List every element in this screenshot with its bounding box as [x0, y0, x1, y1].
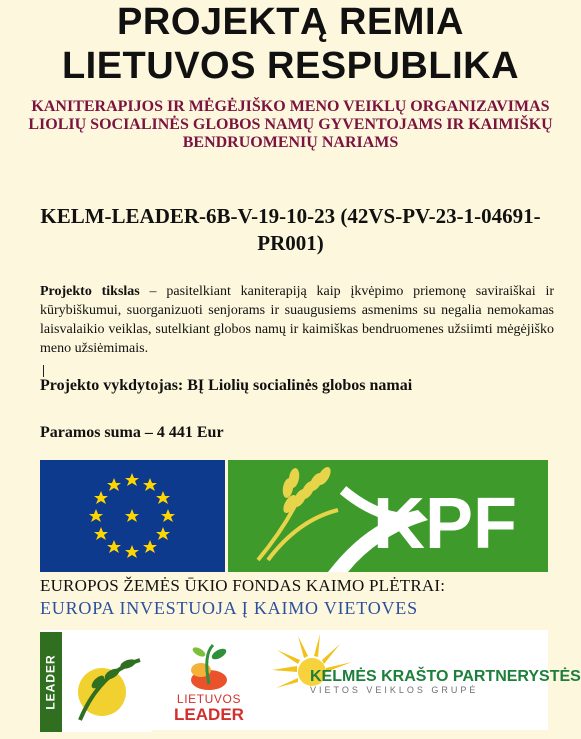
eafrd-caption: EUROPOS ŽEMĖS ŪKIO FONDAS KAIMO PLĖTRAI: [40, 576, 446, 595]
eu-stars-icon [40, 460, 225, 572]
project-code: KELM-LEADER-6B-V-19-10-23 (42VS-PV-23-1-04691-PR001) [40, 204, 541, 255]
lietuvos-leader-flower-icon [163, 640, 255, 695]
kelmes-partnership-title: KELMĖS KRAŠTO PARTNERYSTĖS [310, 668, 581, 685]
europa-caption: EUROPA INVESTUOJA Į KAIMO VIETOVES [40, 598, 418, 618]
funding-amount: Paramos suma – 4 441 Eur [40, 424, 224, 441]
wheat-icon [228, 460, 548, 572]
project-executor: Projekto vykdytojas: BĮ Liolių socialinės globos namai [40, 377, 413, 394]
lietuvos-leader-bottom-text: LEADER [174, 705, 244, 724]
goal-text: – pasitelkiant kaniterapiją kaip įkvėpimo priemonę saviraiškai ir kūrybiškumui, suorganizuoti senjorams ir suaugusiems asmenims su negalia nemokamas laisvalaikio veiklas, sutelkiant globos namų ir kaimiškas bendruomenes užsiimti mėgėjiško meno užsiėmimais. [40, 284, 555, 356]
text-cursor [43, 365, 44, 377]
goal-label: Projekto tikslas [40, 284, 140, 299]
title-line-1: PROJEKTĄ REMIA [117, 1, 464, 43]
kelmes-partnership-subtitle: VIETOS VEIKLOS GRUPĖ [310, 685, 479, 695]
kpf-logo [228, 460, 548, 572]
leader-vertical-label: LEADER [44, 654, 58, 710]
eu-flag-logo [40, 460, 225, 572]
project-subtitle: KANITERAPIJOS IR MĖGĖJIŠKO MENO VEIKLŲ ORGANIZAVIMAS LIOLIŲ SOCIALINĖS GLOBOS NAMŲ GYVENTOJAMS IR KAIMIŠKŲ BENDRUOMENIŲ NARIAMS [28, 98, 553, 151]
kpf-text: KPF [373, 484, 517, 564]
title-line-2: LIETUVOS RESPUBLIKA [61, 45, 520, 87]
project-goal-paragraph [40, 282, 554, 358]
lietuvos-leader-top-text: LIETUVOS [176, 692, 242, 706]
